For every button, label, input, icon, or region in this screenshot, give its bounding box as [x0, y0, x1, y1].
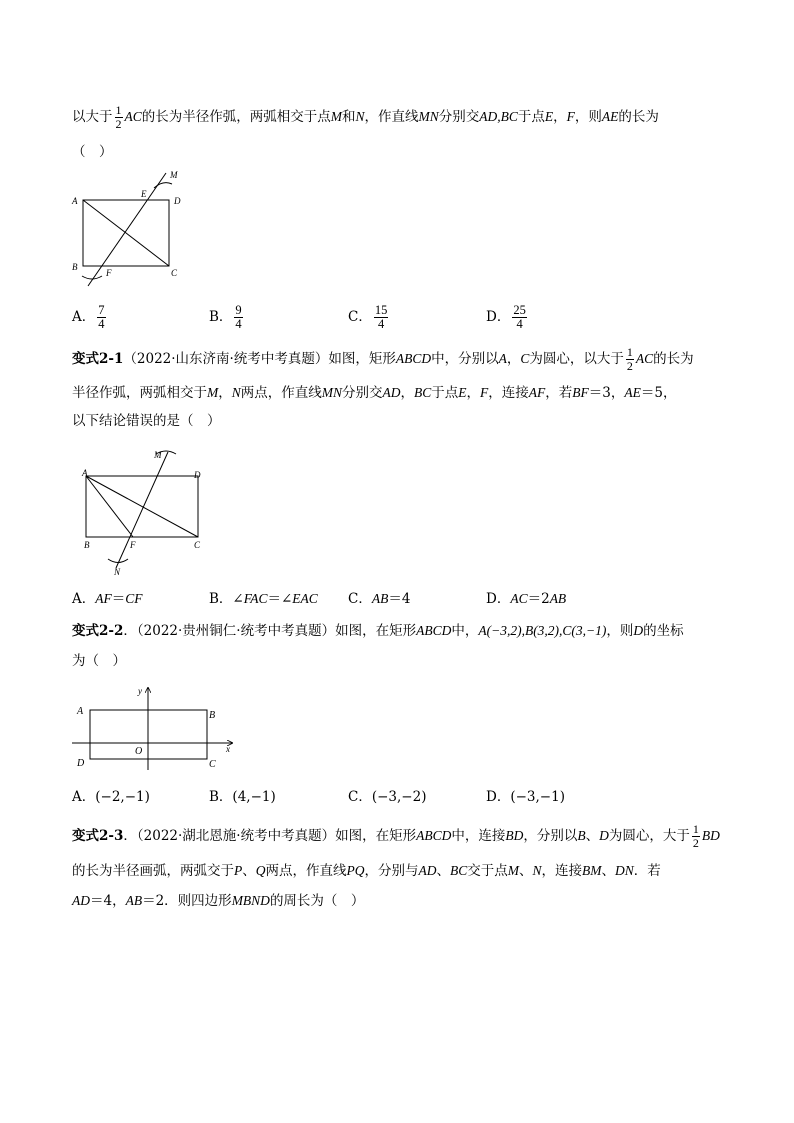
q1-text: 的长为 [618, 109, 659, 125]
q1-var: N [355, 109, 365, 124]
q2-text: ＝5， [640, 385, 677, 401]
q4-text: 、 [585, 828, 600, 844]
q3-option-d[interactable] [486, 787, 565, 807]
option-letter: A． [72, 309, 96, 325]
q2-var: C [520, 351, 530, 366]
q1-text: ， [553, 109, 567, 125]
q4-line-3 [72, 891, 364, 911]
q2-var: AF [528, 385, 546, 400]
q2-line-mn [116, 452, 168, 568]
q4-var: BC [450, 863, 468, 878]
frac-num: 15 [374, 303, 388, 317]
option-part: AB [549, 591, 567, 606]
q4-var: AD [418, 863, 437, 878]
q4-text: ．若 [633, 863, 661, 879]
q4-var: MBND [231, 893, 270, 908]
q4-var: M [507, 863, 520, 878]
q4-var: AD [72, 893, 90, 908]
option-fraction [512, 304, 527, 331]
q1-line-1 [72, 104, 659, 131]
option-part: ＝4 [388, 591, 411, 607]
option-part: ∠EAC [281, 591, 318, 606]
option-letter: B． [209, 309, 233, 325]
q1-arc-n [82, 276, 102, 279]
frac-den: 2 [626, 359, 633, 373]
q1-text: 和 [342, 109, 356, 125]
q1-text: 于点 [517, 109, 545, 125]
q1-figure [70, 166, 200, 296]
option-part: AF [95, 591, 112, 606]
q2-var: F [480, 385, 489, 400]
q4-text: 的长为半径画弧，两弧交于 [72, 863, 234, 879]
q3-text: 中， [451, 623, 479, 639]
q1-var: MN [418, 109, 439, 124]
q2-text: ， [506, 351, 521, 367]
q1-option-a[interactable] [72, 304, 108, 331]
q2-line-2 [72, 383, 676, 403]
option-letter: C． [348, 789, 372, 805]
q4-var: DN [615, 863, 634, 878]
option-fraction [97, 304, 105, 331]
q4-var: Q [255, 863, 266, 878]
option-letter: C． [348, 591, 372, 607]
q1-text: ，则 [574, 109, 602, 125]
q3-line-1 [72, 621, 684, 641]
q1-text: 的长为半径作弧，两弧相交于点 [141, 109, 331, 125]
q3-label-o: O [135, 746, 143, 757]
q4-line-2 [72, 861, 661, 881]
q4-line-1 [72, 823, 720, 850]
q1-text: 以大于 [72, 109, 113, 125]
q2-var: E [458, 385, 467, 400]
q1-var: M [330, 109, 343, 124]
q2-text: 于点 [431, 385, 459, 401]
frac-num: 7 [98, 303, 105, 317]
q2-text: 两点，作直线 [240, 385, 322, 401]
option-part: CF [125, 591, 143, 606]
q4-var: BD [505, 828, 524, 843]
frac-num: 1 [115, 103, 122, 117]
q2-var: AD [382, 385, 401, 400]
q2-text: 为圆心，以大于 [529, 351, 624, 367]
q4-var: BM [582, 863, 602, 878]
q1-label-m: M [170, 170, 178, 180]
q4-text: 交于点 [467, 863, 508, 879]
q1-option-c[interactable] [348, 304, 390, 331]
option-letter: A． [72, 591, 96, 607]
q1-label-d: D [174, 196, 181, 206]
q2-label-d: D [194, 470, 201, 480]
q4-text: 、 [436, 863, 450, 879]
q2-label-f: F [130, 540, 136, 550]
q3-figure [72, 684, 242, 774]
q3-label: 变式2-2 [72, 623, 124, 639]
q2-line-1 [72, 346, 694, 373]
q3-var: D [633, 623, 644, 638]
q4-var: ABCD [416, 828, 452, 843]
q2-text: 中，分别以 [431, 351, 499, 367]
q2-text: 半径作弧，两弧相交于 [72, 385, 207, 401]
q2-var: ABCD [395, 351, 432, 366]
q1-label-a: A [72, 196, 78, 206]
option-part: AC [510, 591, 528, 606]
q2-text: ＝3， [588, 385, 625, 401]
q2-option-a[interactable] [72, 589, 143, 609]
q2-text: ，连接 [488, 385, 529, 401]
q2-figure [76, 446, 216, 576]
option-letter: D． [486, 591, 511, 607]
option-letter: B． [209, 591, 233, 607]
frac-den: 4 [374, 317, 389, 331]
q4-label: 变式2-3 [72, 828, 124, 844]
q2-var: A [498, 351, 507, 366]
option-part: AB [371, 591, 389, 606]
q2-var: N [231, 385, 241, 400]
option-value: (−3,−2) [371, 789, 427, 805]
q3-coords: A(−3,2),B(3,2),C(3,−1) [478, 623, 607, 638]
q3-label-c: C [209, 759, 216, 770]
q2-label-n: N [114, 567, 121, 577]
q1-var: AE [601, 109, 619, 124]
q4-text: 的周长为（ ） [269, 893, 365, 909]
q4-fraction [692, 823, 700, 850]
q2-text: ， [400, 385, 415, 401]
q1-var: E [544, 109, 554, 124]
q2-text: ，若 [545, 385, 573, 401]
q4-text: 、 [601, 863, 616, 879]
q2-text: 分别交 [342, 385, 383, 401]
option-part: ＝ [111, 591, 126, 607]
q1-option-b[interactable] [209, 304, 245, 331]
q3-option-a[interactable] [72, 787, 150, 807]
q2-var: BC [414, 385, 432, 400]
q2-text: ， [466, 385, 481, 401]
q3-text: ．（2022·贵州铜仁·统考中考真题）如图，在矩形 [123, 623, 417, 639]
q4-text: 中，连接 [451, 828, 506, 844]
q1-text: ，作直线 [364, 109, 419, 125]
q2-option-b[interactable] [209, 589, 318, 609]
q4-var: D [599, 828, 609, 843]
q4-text: 、 [242, 863, 256, 879]
frac-num: 1 [692, 822, 699, 836]
q4-var: AB [125, 893, 143, 908]
q2-var: AC [635, 351, 654, 366]
q1-label-b: B [72, 262, 78, 272]
option-part: ＝2 [527, 591, 550, 607]
q3-line-2: 为（ ） [72, 653, 126, 669]
q3-label-x: x [226, 744, 230, 754]
option-letter: D． [486, 309, 511, 325]
q4-var: N [532, 863, 542, 878]
q4-text: ＝4， [90, 893, 126, 909]
q4-text: 为圆心，大于 [608, 828, 690, 844]
q2-var: AE [624, 385, 641, 400]
option-letter: D． [486, 789, 511, 805]
q4-text: 两点，作直线 [265, 863, 347, 879]
option-part: ＝ [267, 591, 281, 607]
option-letter: A． [72, 789, 96, 805]
q3-label-d: D [77, 758, 85, 769]
q3-text: 的坐标 [643, 623, 684, 639]
q2-text: 的长为 [653, 351, 694, 367]
frac-den: 4 [512, 317, 527, 331]
option-value: (−3,−1) [510, 789, 565, 805]
q1-diagonal-ac [83, 200, 169, 266]
q2-label-a: A [82, 468, 88, 478]
option-fraction [374, 304, 389, 331]
q3-label-a: A [77, 706, 84, 717]
q1-label-c: C [171, 268, 178, 278]
q4-var: PQ [346, 863, 365, 878]
option-letter: B． [209, 789, 233, 805]
q2-var: BF [572, 385, 589, 400]
q1-label-f: F [106, 268, 112, 278]
q2-arc-n [108, 559, 128, 563]
q2-label: 变式2-1 [72, 351, 124, 367]
q2-var: MN [321, 385, 343, 400]
q1-label-e: E [141, 189, 147, 199]
frac-den: 2 [115, 117, 122, 131]
option-value: (4,−1) [232, 789, 276, 805]
q2-var: M [207, 385, 219, 400]
q4-var: BD [701, 828, 720, 843]
frac-num: 9 [235, 303, 242, 317]
option-value: (−2,−1) [95, 789, 150, 805]
q1-var: AC [124, 109, 142, 124]
frac-den: 4 [235, 317, 242, 331]
q1-paren: （ ） [72, 144, 113, 160]
q3-text: ，则 [606, 623, 634, 639]
q2-diagonal-ac [86, 476, 198, 537]
q1-option-d[interactable] [486, 304, 529, 331]
q4-text: ．（2022·湖北恩施·统考中考真题）如图，在矩形 [123, 828, 417, 844]
q2-option-d[interactable] [486, 589, 566, 609]
frac-den: 2 [692, 836, 699, 850]
q3-option-c[interactable] [348, 787, 426, 807]
q4-var: P [234, 863, 243, 878]
q1-fraction [115, 104, 123, 131]
q4-var: B [577, 828, 586, 843]
q1-var: F [566, 109, 575, 124]
q3-label-y: y [138, 686, 142, 696]
q3-label-b: B [209, 710, 216, 721]
q3-var: ABCD [416, 623, 452, 638]
q1-text: 分别交 [438, 109, 480, 125]
option-part: ∠FAC [232, 591, 268, 606]
q1-var: AD,BC [479, 109, 518, 124]
q4-text: ＝2．则四边形 [142, 893, 232, 909]
q2-label-c: C [194, 540, 201, 550]
q4-text: ，连接 [541, 863, 583, 879]
q2-text: （2022·山东济南·统考中考真题）如图，矩形 [123, 351, 396, 367]
frac-num: 1 [626, 345, 633, 359]
option-fraction [234, 304, 242, 331]
q4-text: ，分别以 [523, 828, 578, 844]
q2-label-m: M [154, 450, 162, 460]
q1-line-mn [88, 173, 166, 286]
q2-line-3: 以下结论错误的是（ ） [72, 413, 221, 429]
q2-fraction [626, 346, 634, 373]
frac-den: 4 [98, 317, 105, 331]
q4-text: 、 [519, 863, 533, 879]
option-letter: C． [348, 309, 372, 325]
q2-text: ， [218, 385, 232, 401]
q2-option-c[interactable] [348, 589, 410, 609]
q2-label-b: B [84, 540, 90, 550]
frac-num: 25 [513, 303, 526, 317]
q3-option-b[interactable] [209, 787, 276, 807]
q2-segment-af [86, 476, 133, 537]
q4-text: ，分别与 [364, 863, 419, 879]
